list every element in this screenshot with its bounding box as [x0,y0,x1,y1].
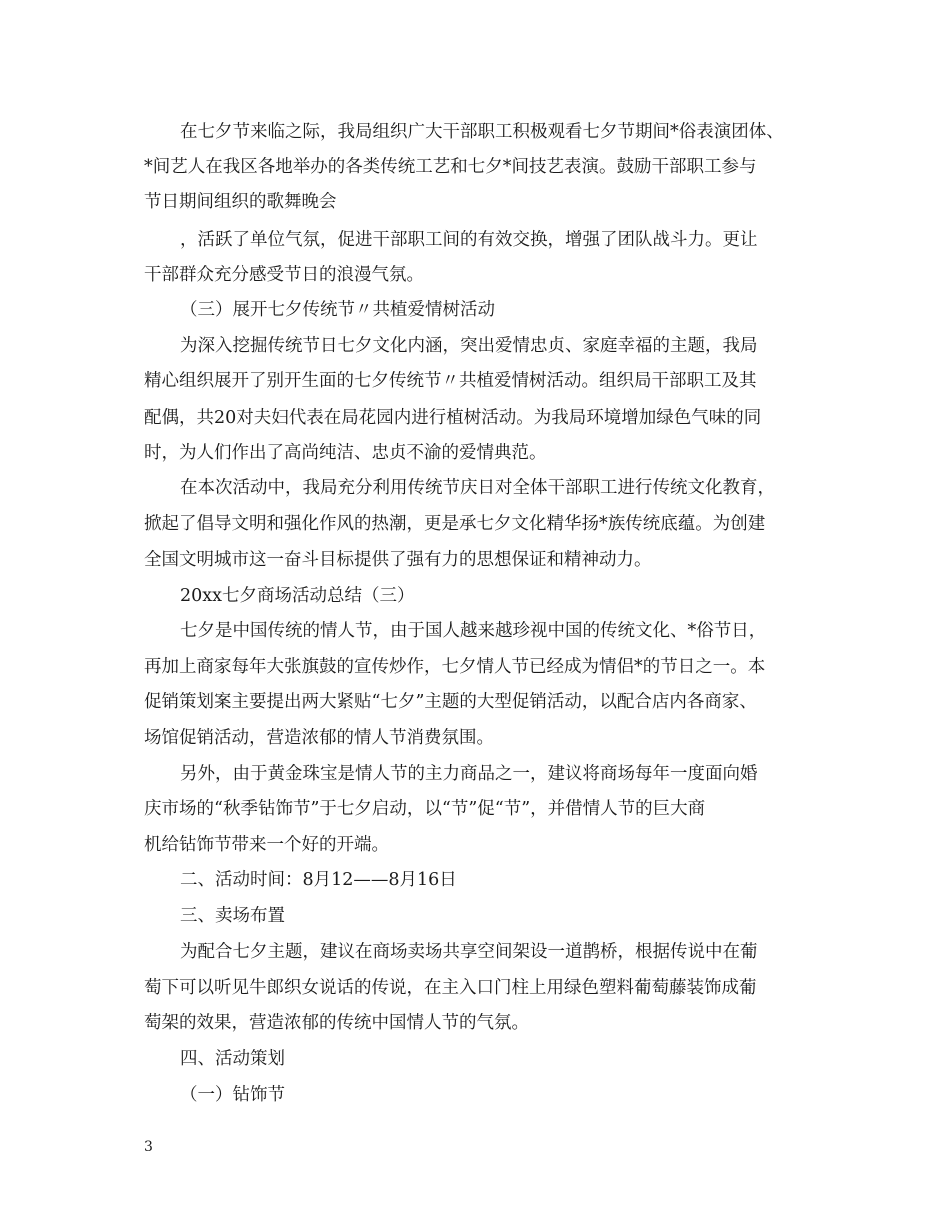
paragraph-line: 庆市场的“秋季钻饰节”于七夕启动，以“节”促“节”，并借情人节的巨大商 [144,799,706,819]
paragraph-line: 时，为人们作出了高尚纯洁、忠贞不渝的爱情典范。 [144,443,547,463]
paragraph-line: 萄下可以听见牛郎织女说话的传说，在主入口门柱上用绿色塑料葡萄藤装饰成葡 [144,978,757,998]
paragraph-line: 为配合七夕主题，建议在商场卖场共享空间架设一道鹊桥，根据传说中在葡 [180,942,758,962]
paragraph-line: 再加上商家每年大张旗鼓的宣传炒作，七夕情人节已经成为情侣*的节日之一。本 [144,657,766,677]
section-heading: 二、活动时间：8月12——8月16日 [180,870,457,890]
paragraph-line: 场馆促销活动，营造浓郁的情人节消费氛围。 [144,728,494,748]
paragraph-line: 萄架的效果，营造浓郁的传统中国情人节的气氛。 [144,1013,529,1033]
paragraph-line: 精心组织展开了别开生面的七夕传统节〃共植爱情树活动。组织局干部职工及其 [144,371,757,391]
paragraph-line: 掀起了倡导文明和强化作风的热潮，更是承七夕文化精华扬*族传统底蕴。为创建 [144,514,766,534]
paragraph-line: 为深入挖掘传统节日七夕文化内涵，突出爱情忠贞、家庭幸福的主题，我局 [180,336,758,356]
paragraph-line: 七夕是中国传统的情人节，由于国人越来越珍视中国的传统文化、*俗节日， [180,621,767,641]
paragraph-line: 节日期间组织的歌舞晚会 [144,192,337,212]
paragraph-line: 在七夕节来临之际，我局组织广大干部职工积极观看七夕节期间*俗表演团体、 [180,122,784,142]
paragraph-line: 另外，由于黄金珠宝是情人节的主力商品之一，建议将商场每年一度面向婚 [180,764,758,784]
section-heading: （一）钻饰节 [180,1085,285,1105]
paragraph-line: 在本次活动中，我局充分利用传统节庆日对全体干部职工进行传统文化教育， [180,478,775,498]
paragraph-line: 配偶，共20对夫妇代表在局花园内进行植树活动。为我局环境增加绿色气味的同 [144,408,762,428]
paragraph-line: *间艺人在我区各地举办的各类传统工艺和七夕*间技艺表演。鼓励干部职工参与 [144,157,757,177]
section-heading: 20xx七夕商场活动总结（三） [180,586,415,606]
paragraph-line: 全国文明城市这一奋斗目标提供了强有力的思想保证和精神动力。 [144,550,652,570]
paragraph-line: 机给钻饰节带来一个好的开端。 [144,835,389,855]
section-heading: 四、活动策划 [180,1049,285,1069]
paragraph-line: 促销策划案主要提出两大紧贴“七夕”主题的大型促销活动，以配合店内各商家、 [144,692,757,712]
page-number: 3 [144,1139,153,1155]
paragraph-line: ，活跃了单位气氛，促进干部职工间的有效交换，增强了团队战斗力。更让 [180,230,758,250]
section-heading: （三）展开七夕传统节〃共植爱情树活动 [180,300,495,320]
paragraph-line: 干部群众充分感受节日的浪漫气氛。 [144,265,424,285]
section-heading: 三、卖场布置 [180,906,285,926]
